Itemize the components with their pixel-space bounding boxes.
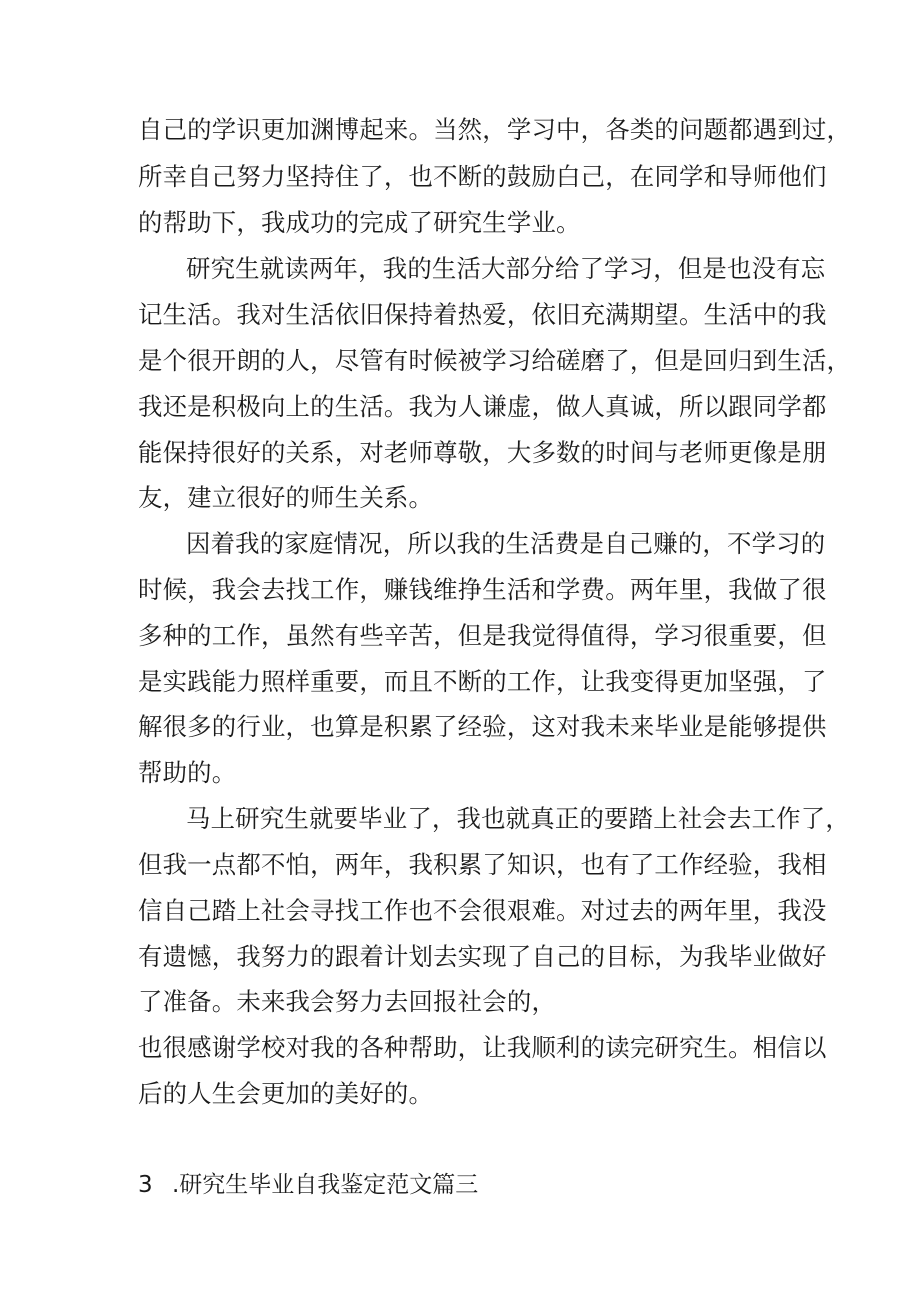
paragraph-2-line-4: 我还是积极向上的生活。我为人谦虚，做人真诚，所以跟同学都 [138,392,827,421]
paragraph-3-line-1: 因着我的家庭情况，所以我的生活费是自己赚的，不学习的 [186,529,826,558]
paragraph-3-line-5: 解很多的行业，也算是积累了经验，这对我未来毕业是能够提供 [138,712,827,741]
paragraph-4-line-2: 但我一点都不怕，两年，我积累了知识，也有了工作经验，我相 [138,850,827,879]
section-heading-title: .研究生毕业自我鉴定范文篇三 [172,1172,479,1198]
paragraph-2-line-5: 能保持很好的关系，对老师尊敬，大多数的时间与老师更像是朋 [138,438,827,467]
paragraph-4-line-1: 马上研究生就要毕业了，我也就真正的要踏上社会去工作了， [186,804,850,833]
paragraph-3-line-6: 帮助的。 [138,758,237,787]
paragraph-3-line-2: 时候，我会去找工作，赚钱维挣生活和学费。两年里，我做了很 [138,575,827,604]
paragraph-4-line-5: 了准备。未来我会努力去回报社会的， [138,987,557,1016]
paragraph-2-line-6: 友，建立很好的师生关系。 [138,483,434,512]
paragraph-3-line-3: 多种的工作，虽然有些辛苦，但是我觉得值得，学习很重要，但 [138,621,827,650]
paragraph-1-line-3: 的帮助下，我成功的完成了研究生学业。 [138,208,581,237]
paragraph-1-line-1: 自己的学识更加渊博起来。当然，学习中，各类的问题都遇到过， [138,115,852,144]
paragraph-2-line-3: 是个很开朗的人，尽管有时候被学习给磋磨了，但是回归到生活， [138,346,852,375]
section-heading [138,1168,478,1202]
paragraph-4-line-3: 信自己踏上社会寻找工作也不会很艰难。对过去的两年里，我没 [138,896,827,925]
paragraph-4-line-7: 后的人生会更加的美好的。 [138,1079,434,1108]
section-heading-number: 3 [138,1172,153,1198]
paragraph-2-line-1: 研究生就读两年，我的生活大部分给了学习，但是也没有忘 [186,254,826,283]
paragraph-1-line-2: 所幸自己努力坚持住了，也不断的鼓励白己，在同学和导师他们 [138,162,827,191]
paragraph-2-line-2: 记生活。我对生活依旧保持着热爱，依旧充满期望。生活中的我 [138,300,827,329]
paragraph-4-line-4: 有遗憾，我努力的跟着计划去实现了自己的目标，为我毕业做好 [138,942,827,971]
paragraph-3-line-4: 是实践能力照样重要，而且不断的工作，让我变得更加坚强，了 [138,667,827,696]
paragraph-4-line-6: 也很感谢学校对我的各种帮助，让我顺利的读完研究生。相信以 [138,1033,827,1062]
